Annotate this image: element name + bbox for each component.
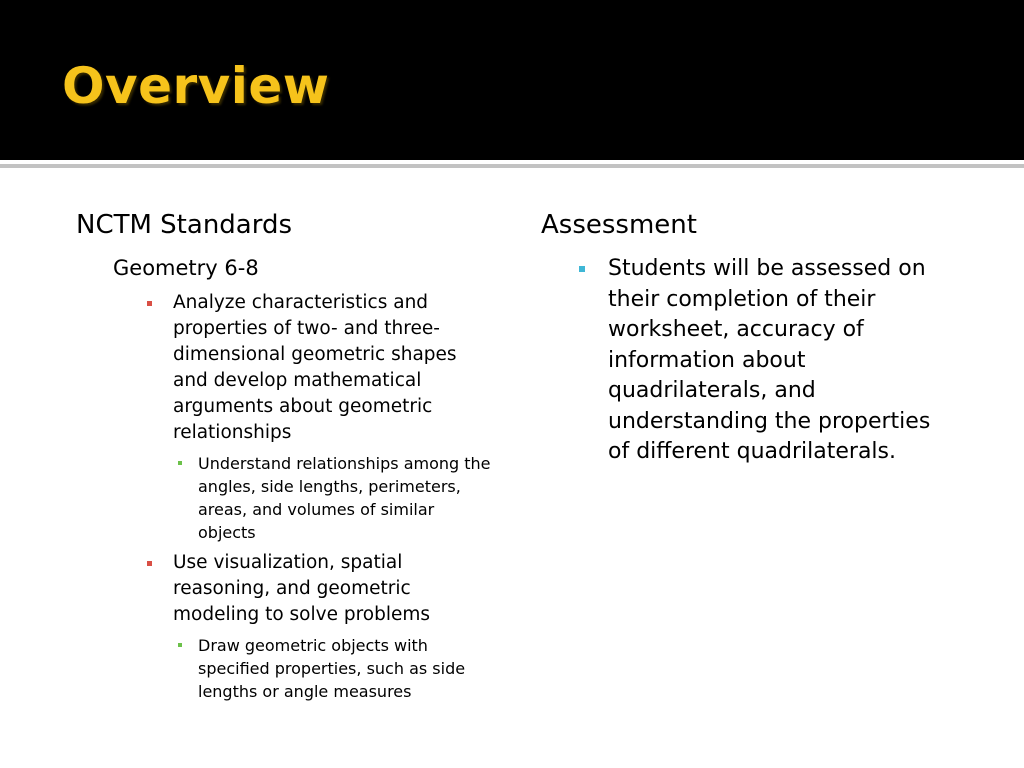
- slide-header: [0, 0, 1024, 160]
- slide-title: Overview: [62, 57, 330, 115]
- assessment-item: [608, 254, 958, 468]
- standard-subitem: [198, 634, 493, 703]
- assessment-heading: Assessment: [541, 210, 697, 240]
- standard-subitem-text: Understand relationships among the angles, side lengths, perimeters, areas, and volumes of similar objects: [198, 454, 491, 542]
- standard-item-text: Use visualization, spatial reasoning, and geometric modeling to solve problems: [173, 552, 431, 625]
- header-divider: [0, 164, 1024, 168]
- green-square-bullet-icon: [178, 643, 182, 647]
- standard-item: [173, 290, 491, 446]
- geometry-grade-heading: Geometry 6-8: [113, 256, 259, 280]
- standard-subitem: [198, 452, 493, 544]
- blue-square-bullet-icon: [579, 266, 585, 272]
- red-square-bullet-icon: [147, 301, 152, 306]
- red-square-bullet-icon: [147, 561, 152, 566]
- assessment-column: [541, 206, 961, 468]
- green-square-bullet-icon: [178, 461, 182, 465]
- standard-item-text: Analyze characteristics and properties of two- and three-dimensional geometric shapes and develop mathematical arguments about geometric relationships: [173, 292, 457, 443]
- standard-subitem-text: Draw geometric objects with specified properties, such as side lengths or angle measures: [198, 636, 466, 701]
- nctm-standards-column: [76, 206, 506, 703]
- assessment-item-text: Students will be assessed on their completion of their worksheet, accuracy of information about quadrilaterals, and understanding the properties of different quadrilaterals.: [608, 256, 931, 464]
- nctm-standards-heading: NCTM Standards: [76, 210, 293, 240]
- standard-item: [173, 550, 491, 628]
